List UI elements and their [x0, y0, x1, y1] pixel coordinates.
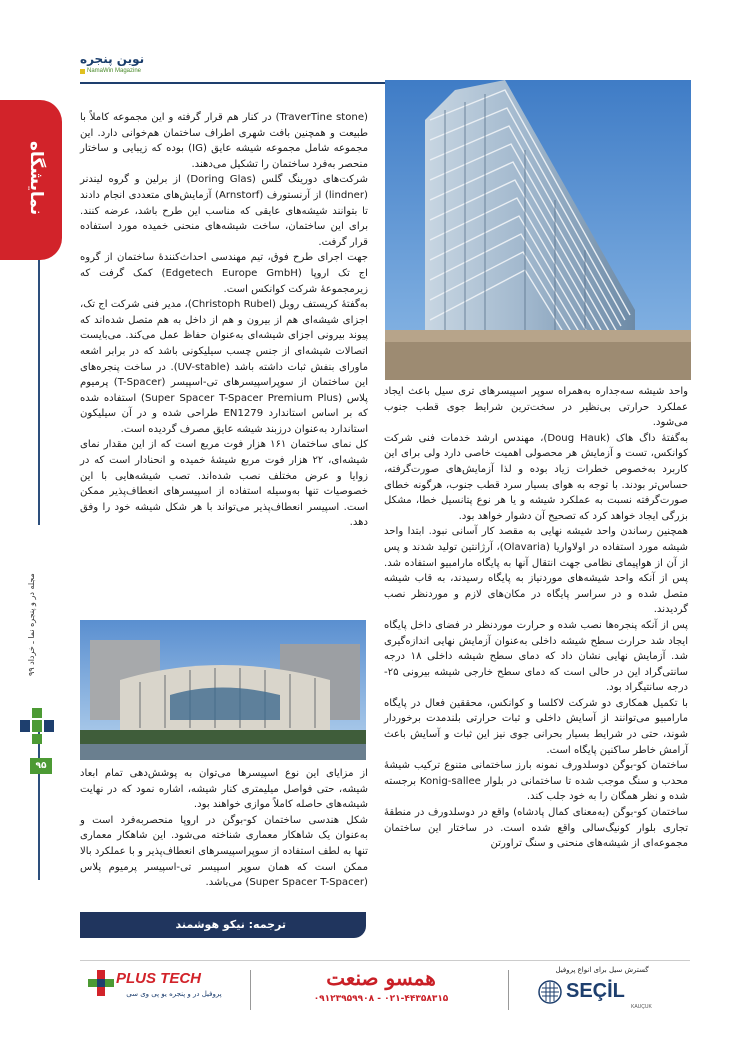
- page-number: ۹۵: [30, 758, 52, 774]
- secil-subtitle: KAUÇUK: [631, 1004, 652, 1010]
- ad-secil[interactable]: [516, 964, 688, 1014]
- building-photo-bottom: [80, 620, 366, 760]
- ko-bogen-illustration: [80, 620, 366, 760]
- article-column-left-top: [80, 110, 368, 615]
- paragraph: واحد شیشه سه‌جداره به‌همراه سوپر اسپیسرهای تری سیل باعث ایجاد عملکرد حرارتی بی‌نظیر در سخت‌ترین شرایط جوی قطب جنوب می‌شود.: [384, 386, 688, 429]
- magazine-subtitle: [80, 68, 150, 74]
- paragraph: جهت اجرای طرح فوق، تیم مهندسی احداث‌کنندهٔ ساختمان از گروه اج تک اروپا (Edgetech Europe GmbH) کمک گرفت که زیرمجموعهٔ شرکت کوانکس است.: [80, 252, 368, 295]
- plus-tech-subtitle: پروفیل در و پنجره یو پی وی سی: [126, 990, 222, 998]
- hamsoo-phone: ۰۲۱-۴۴۳۵۸۳۱۵ - ۰۹۱۲۳۹۵۹۹۰۸: [313, 994, 449, 1004]
- translator-credit: ترجمه: نیکو هوشمند: [175, 918, 286, 931]
- footer-divider: [80, 960, 690, 961]
- glass-tower-illustration: [385, 80, 691, 380]
- ad-separator: [250, 970, 251, 1010]
- paragraph: از مزایای این نوع اسپیسرها می‌توان به پوشش‌دهی تمام ابعاد شیشه، حتی فواصل میلیمتری کنار شیشه، اشاره نمود که در نهایت شیشه‌های حاصله کاملاً موازی خواهند بود.: [80, 768, 368, 811]
- paragraph: کل نمای ساختمان ۱۶۱ هزار فوت مربع است که از این مقدار نمای شیشه‌ای، ۲۲ هزار فوت مربع شیشهٔ خمیده و انحنادار است که در زوایا و عرض مختلف نصب شده‌اند. تصب شیشه‌هایی با این خصوصیات تنها به‌وسیله استفاده از اسپیسرهای انعطاف‌پذیر ممکن است. اسپیسر انعطاف‌پذیر می‌تواند با هر شکل شیشه خود را وفق دهد.: [80, 439, 368, 529]
- magazine-subtitle-text: NamaWin Magazine: [87, 68, 142, 74]
- paragraph: ساختمان کو-بوگن (به‌معنای کمال پادشاه) واقع در دوسلدورف در منطقهٔ تجاری بلوار کونیگ‌سالی واقع شده است. در ساختار این ساختمان مجموعه‌ای از شیشه‌های منحنی و سنگ تراورتن: [384, 807, 688, 850]
- article-column-left-bottom: [80, 766, 368, 889]
- article-column-right: [384, 384, 688, 944]
- paragraph: به‌گفتهٔ داگ هاک (Doug Hauk)، مهندس ارشد خدمات فنی شرکت کوانکس، تست و آزمایش هر محصولی اهمیت خاصی دارد ولی برای این کاربرد به‌خصوص خطرات زیاد بوده و لذا آزمایش‌های صورت‌گرفته، حساس‌تر بودند. با توجه به هوای بسیار سرد قطب جنوب، هرگونه خطای صورت‌گرفته نسبت به عملکرد شیشه و یا هر نوع پتانسیل خطا، مشکل بزرگی ایجاد خواهد کرد که تصحیح آن دشوار خواهد بود.: [384, 432, 688, 522]
- paragraph: همچنین رساندن واحد شیشه نهایی به مقصد کار آسانی نبود. ابتدا واحد شیشه مورد استفاده در اولاواریا (Olavaria)، آرژانتین تولید شدند و پس از آن از هواپیمای نظامی جهت انتقال آنها به پایگاه مارامبیو استفاده شد. پس از آنکه واحد شیشه‌های موردنیاز به پایگاه رسیدند، به قاب شیشه متصل شده و در سراسر پایگاه در مکان‌های لازم و موردنظر نصب گردیدند.: [384, 526, 688, 616]
- paragraph: با تکمیل همکاری دو شرکت لاکلسا و کوانکس، محققین فعال در پایگاه مارامبیو می‌توانند از آسایش داخلی و ثبات حرارتی بلندمدت برخوردار شوند، حتی در شرایط بسیار بحرانی جوی نیز این ثبات و آسایش باعث آرامش خاطر ساکنین پایگاه است.: [384, 697, 688, 756]
- paragraph: پس از آنکه پنجره‌ها نصب شده و حرارت موردنظر در فضای داخل پایگاه ایجاد شد حرارت سطح شیشه داخلی به‌عنوان آزمایش نهایی اندازه‌گیری شد. آزمایش نهایی نشان داد که دمای سطح شیشه داخلی ۱۸ درجه سانتی‌گراد این در حالی است که دمای سطح خارجی شیشه بیرونی ۲۵- درجه سانتیگراد بود.: [384, 619, 688, 694]
- plus-tech-logo-icon: [88, 970, 114, 996]
- paragraph: شکل هندسی ساختمان کو-بوگن در اروپا منحصربه‌فرد است و به‌عنوان یک شاهکار معماری شناخته می‌شود. این شاهکار معماری تنها به لطف استفاده از سوپراسپیسرهای انعطاف‌پذیر و با عملکرد بالا ممکن است که همان سوپر اسپیسر تی-اسپیسر پرمیوم پلاس (Super Spacer T-Spacer) می‌باشد.: [80, 814, 368, 889]
- secil-logo-icon: [538, 980, 562, 1004]
- logo-square-icon: [80, 69, 85, 74]
- hamsoo-name: همسو صنعت: [326, 966, 436, 990]
- magazine-masthead: [80, 52, 150, 84]
- issue-info: مجله در و پنجره نما ـ خرداد ۹۹: [27, 525, 49, 725]
- paragraph: (TraverTine stone) در کنار هم قرار گرفته و این مجموعه کاملاً با طبیعت و همچنین بافت شهری اطراف ساختمان هم‌خوانی دارد. این مجموعه شامل مجموعه شیشه عایق (IG) بوده که زیبایی و ساختار منحصر به‌فرد ساختمان را تشکیل می‌دهند.: [80, 112, 368, 170]
- building-photo-top: [385, 80, 691, 380]
- magazine-logo-icon: [20, 706, 56, 746]
- plus-tech-name: PLUS TECH: [116, 970, 202, 987]
- paragraph: به‌گفتهٔ کریستف روبل (Christoph Rubel)، مدیر فنی شرکت اج تک، اجزای شیشه‌ای هم از بیرون و هم از داخل به هم متصل شده‌اند که پیوند بیرونی اجزای شیشه‌ای به‌عنوان حفاظ عمل می‌کند. می‌بایست اتصالات شیشه‌ای از جنس چسب سیلیکونی باشد که در برابر اشعه ماورای بنفش ثبات داشته باشد (UV-stable). در ساخت پنجره‌های این ساختمان از سوپراسپیسرهای تی-اسپیسر (T-Spacer) پرمیوم پلاس (Super Spacer T-Spacer Premium Plus) استفاده شده که بر اساس استاندارد EN1279 طراحی شده و در آن سیلیکون استاندارد به‌عنوان درزبند شیشه عایق مصرف گردیده است.: [79, 299, 368, 435]
- ad-hamsoo-sanat[interactable]: [262, 964, 500, 1014]
- magazine-title: نوین پنجره: [80, 52, 145, 66]
- ad-separator: [508, 970, 509, 1010]
- secil-tagline: گسترش سیل برای انواع پروفیل: [555, 966, 649, 974]
- paragraph: ساختمان کو-بوگن دوسلدورف نمونه بارز ساختمانی متنوع ترکیب شیشهٔ محدب و سنگ موجب شده تا ساختمانی در بلوار Konig-sallee برجسته شده و نظر همگان را به خود جلب کند.: [384, 760, 689, 803]
- paragraph: شرکت‌های دورینگ گلس (Doring Glas) از برلین و گروه لیندنر (lindner) از آرنستورف (Arnstorf) آزمایش‌های متعددی انجام دادند تا بتوانند شیشه‌های عایقی که مناسب این طرح باشد، عرضه کنند. برای این ساختمان، ساخت شیشه‌های منحنی خمیده مورد استفاده قرار گرفت.: [80, 174, 368, 248]
- section-label: نمایشگاه: [26, 140, 46, 216]
- secil-name: SEÇİL: [566, 980, 625, 1002]
- ad-plus-tech[interactable]: [84, 964, 234, 1014]
